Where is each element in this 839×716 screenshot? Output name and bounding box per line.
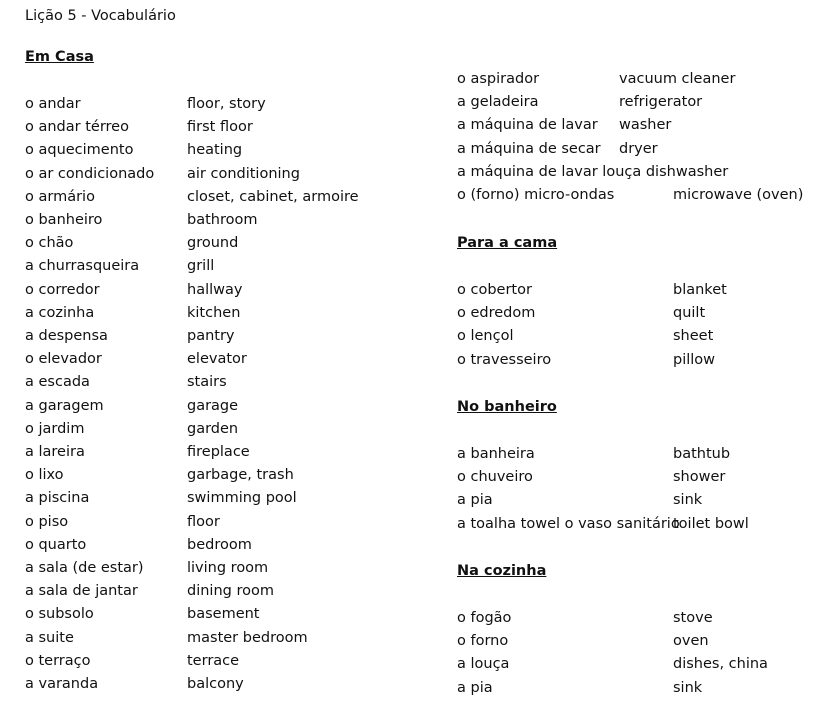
vocab-english: fireplace [187,444,250,460]
vocab-english: dryer [619,140,658,157]
vocab-english: floor [187,513,220,530]
vocab-english: bedroom [187,536,252,553]
vocab-english: sink [673,492,703,509]
vocab-english: garbage, trash [187,467,294,484]
heading-na-cozinha: Na cozinha [457,563,547,579]
heading-no-banheiro: No banheiro [457,399,557,415]
vocab-portuguese: a sala (de estar) [25,560,144,576]
vocab-portuguese: a piscina [25,490,90,507]
vocab-portuguese: o chão [25,235,74,252]
vocab-english: bathtub [673,446,731,462]
vocab-portuguese: a louça [457,656,510,673]
heading-para-a-cama: Para a cama [457,235,558,251]
vocab-english: dishes, china [673,656,768,673]
vocab-portuguese: a despensa [25,328,108,344]
vocab-english: hallway [187,281,243,298]
vocab-english: bathroom [187,212,258,228]
vocab-portuguese: o corredor [25,281,100,298]
heading-em-casa: Em Casa [25,49,94,65]
vocab-english: first floor [187,119,253,136]
vocab-portuguese: o armário [25,188,95,205]
vocab-portuguese: a máquina de secar [457,140,601,157]
vocab-english: garden [187,420,239,437]
vocab-english: vacuum cleaner [619,71,736,87]
vocab-portuguese: o subsolo [25,606,94,623]
vocab-portuguese: a máquina de lavar louça dishwasher [457,163,729,180]
vocab-portuguese: a suite [25,629,74,646]
vocab-portuguese: o terraço [25,652,91,669]
vocab-english: master bedroom [187,629,308,646]
vocab-english: shower [673,469,726,486]
vocab-english: quilt [673,305,706,322]
vocab-portuguese: o andar [25,96,81,112]
vocab-portuguese: o lençol [457,328,514,345]
vocab-english: living room [187,560,269,576]
vocab-english: refrigerator [619,94,703,111]
vocab-portuguese: o edredom [457,305,536,322]
vocab-english: sheet [673,328,714,345]
vocab-english: closet, cabinet, armoire [187,188,359,205]
vocab-english: toilet bowl [673,515,749,532]
vocab-portuguese: a toalha towel o vaso sanitário [457,515,680,532]
vocab-portuguese: o quarto [25,536,87,553]
vocab-portuguese: a churrasqueira [25,258,140,275]
vocab-english: stairs [187,374,227,391]
vocab-english: stove [673,610,713,626]
vocab-portuguese: a garagem [25,397,104,414]
page-title: Lição 5 - Vocabulário [25,8,176,24]
vocab-portuguese: a geladeira [457,94,539,111]
vocab-portuguese: o banheiro [25,212,103,228]
vocab-english: elevator [187,351,247,368]
vocab-english: floor, story [187,96,266,112]
vocab-english: pantry [187,328,235,344]
vocab-english: air conditioning [187,165,300,182]
vocab-portuguese: o andar térreo [25,119,129,136]
vocab-english: heating [187,142,243,159]
vocab-portuguese: o travesseiro [457,351,552,368]
vocab-portuguese: a escada [25,374,90,391]
vocab-english: grill [187,258,215,275]
vocab-portuguese: o forno [457,633,509,650]
vocab-portuguese: a banheira [457,446,535,462]
vocab-portuguese: o jardim [25,420,85,437]
vocab-english: dining room [187,583,274,600]
vocab-portuguese: a pia [457,679,493,696]
vocab-english: microwave (oven) [673,187,804,203]
vocab-portuguese: o cobertor [457,282,532,298]
vocab-english: basement [187,606,260,623]
vocab-portuguese: a pia [457,492,493,509]
vocab-portuguese: a máquina de lavar [457,117,598,134]
vocab-english: pillow [673,351,716,368]
vocab-portuguese: o elevador [25,351,102,368]
vocab-english: washer [619,117,672,134]
vocab-english: swimming pool [187,490,297,507]
vocab-english: garage [187,397,239,414]
vocab-english: balcony [187,676,244,692]
vocab-portuguese: o ar condicionado [25,165,155,182]
vocab-portuguese: a varanda [25,676,99,692]
vocab-english: terrace [187,652,240,669]
vocab-portuguese: a cozinha [25,304,95,321]
vocab-portuguese: a lareira [25,444,85,460]
vocab-english: blanket [673,282,727,298]
vocab-english: kitchen [187,304,241,321]
vocab-portuguese: o chuveiro [457,469,533,486]
vocab-portuguese: o (forno) micro-ondas [457,187,615,203]
vocab-portuguese: a sala de jantar [25,583,138,600]
vocab-portuguese: o aquecimento [25,142,134,159]
vocab-english: sink [673,679,703,696]
vocab-portuguese: o piso [25,513,69,530]
vocab-english: oven [673,633,709,650]
vocab-portuguese: o fogão [457,610,512,626]
vocab-portuguese: o lixo [25,467,64,484]
vocab-portuguese: o aspirador [457,71,540,87]
vocab-english: ground [187,235,239,252]
